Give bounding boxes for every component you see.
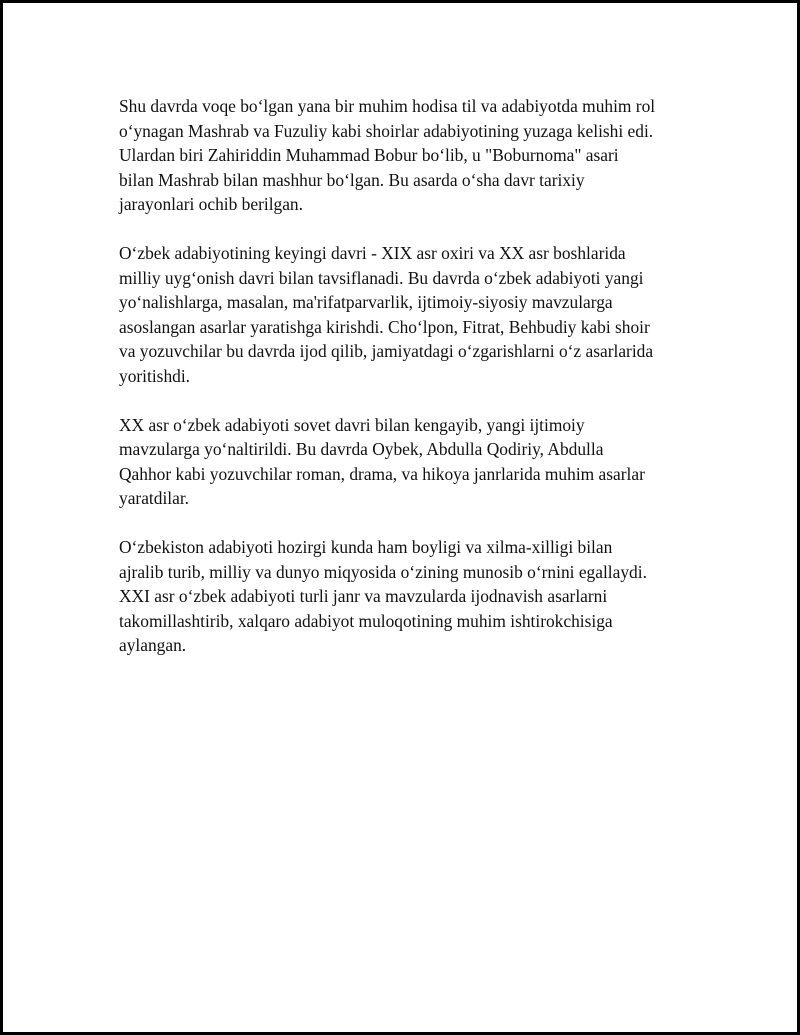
text-line: yoʻnalishlarga, masalan, ma'rifatparvarlik, ijtimoiy-siyosiy mavzularga	[119, 292, 613, 312]
text-line: ajralib turib, milliy va dunyo miqyosida oʻzining munosib oʻrnini egallaydi.	[119, 561, 647, 582]
paragraph-2	[119, 241, 699, 388]
paragraph-3	[119, 413, 699, 511]
text-line: Ulardan biri Zahiriddin Muhammad Bobur boʻlib, u "Boburnoma" asari	[119, 145, 619, 165]
text-line: XX asr oʻzbek adabiyoti sovet davri bilan kengayib, yangi ijtimoiy	[119, 414, 585, 435]
text-line: milliy uygʻonish davri bilan tavsiflanadi. Bu davrda oʻzbek adabiyoti yangi	[119, 267, 644, 288]
text-line: yaratdilar.	[119, 488, 190, 508]
text-line: oʻynagan Mashrab va Fuzuliy kabi shoirlar adabiyotining yuzaga kelishi edi.	[119, 120, 654, 141]
text-line: Shu davrda voqe boʻlgan yana bir muhim hodisa til va adabiyotda muhim rol	[119, 96, 656, 116]
text-line: Oʻzbek adabiyotining keyingi davri - XIX asr oxiri va XX asr boshlarida	[119, 243, 626, 263]
paragraph-1	[119, 94, 699, 217]
text-line: bilan Mashrab bilan mashhur boʻlgan. Bu asarda oʻsha davr tarixiy	[119, 169, 585, 190]
text-line: Oʻzbekiston adabiyoti hozirgi kunda ham boyligi va xilma-xilligi bilan	[119, 537, 613, 557]
text-line: yoritishdi.	[119, 365, 191, 386]
text-line: jarayonlari ochib berilgan.	[119, 194, 303, 214]
text-line: XXI asr oʻzbek adabiyoti turli janr va mavzularda ijodnavish asarlarni	[119, 586, 608, 606]
document-body	[119, 94, 699, 682]
text-line: Qahhor kabi yozuvchilar roman, drama, va hikoya janrlarida muhim asarlar	[119, 463, 645, 484]
text-line: asoslangan asarlar yaratishga kirishdi. Choʻlpon, Fitrat, Behbudiy kabi shoir	[119, 316, 650, 337]
text-line: aylangan.	[119, 635, 187, 655]
text-line: takomillashtirib, xalqaro adabiyot muloqotining muhim ishtirokchisiga	[119, 610, 613, 631]
paragraph-4	[119, 535, 699, 658]
text-line: mavzularga yoʻnaltirildi. Bu davrda Oybek, Abdulla Qodiriy, Abdulla	[119, 439, 604, 459]
text-line: va yozuvchilar bu davrda ijod qilib, jamiyatdagi oʻzgarishlarni oʻz asarlarida	[119, 341, 654, 361]
